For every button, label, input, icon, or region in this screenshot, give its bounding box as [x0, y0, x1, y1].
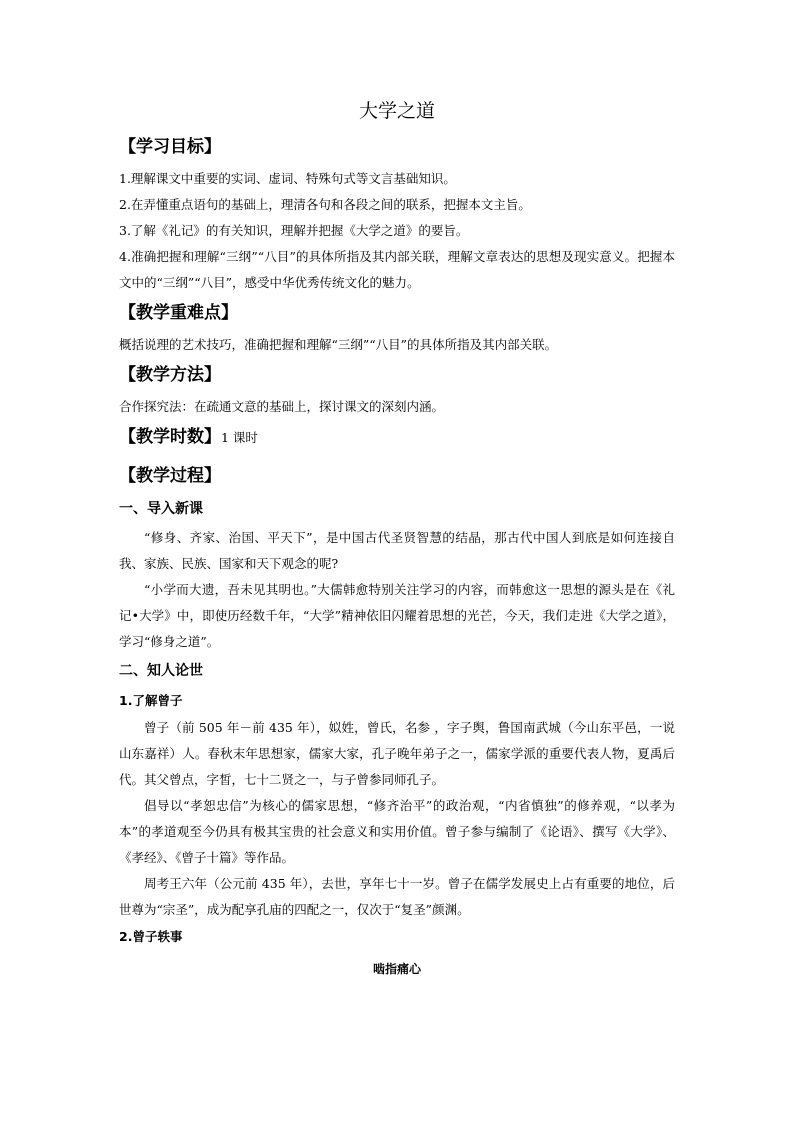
- intro-paragraph-1: “修身、齐家、治国、平天下”，是中国古代圣贤智慧的结晶，那古代中国人到底是如何连接自我、家族、民族、国家和天下观念的呢?: [119, 530, 675, 571]
- hours-heading: [119, 424, 675, 451]
- hours-value: 1 课时: [221, 430, 258, 445]
- objective-item-4: 4.准确把握和理解“三纲”“八目”的具体所指及其内部关联，理解文章表达的思想及现实意义。把握本文中的“三纲”“八目”，感受中华优秀传统文化的魅力。: [119, 249, 675, 290]
- key-points-text: 概括说理的艺术技巧，准确把握和理解“三纲”“八目”的具体所指及其内部关联。: [119, 337, 558, 352]
- objective-item-1: 1.理解课文中重要的实词、虚词、特殊句式等文言基础知识。: [119, 171, 456, 186]
- zengzi-paragraph-3: 周考王六年（公元前 435 年），去世，享年七十一岁。曾子在儒学发展史上占有重要的地位，后世尊为“宗圣”，成为配享孔庙的四配之一，仅次于“复圣”颜渊。: [119, 876, 675, 917]
- zengzi-anecdotes-heading: 2.曾子轶事: [119, 929, 183, 944]
- objectives-heading: 【学习目标】: [119, 137, 221, 157]
- hours-label: 【教学时数】: [119, 427, 221, 447]
- objective-item-3: 3.了解《礼记》的有关知识，理解并把握《大学之道》的要旨。: [119, 223, 469, 238]
- intro-paragraph-2: “小学而大遗，吾未见其明也。”大儒韩愈特别关注学习的内容，而韩愈这一思想的源头是在《礼记•大学》中，即使历经数千年，“大学”精神依旧闪耀着思想的光芒，今天，我们走进《大学之道》，学习“修身之道”。: [119, 582, 675, 649]
- methods-heading: 【教学方法】: [119, 365, 221, 385]
- zengzi-paragraph-1: 曾子（前 505 年－前 435 年），姒姓，曾氏，名参 ，字子舆，鲁国南武城（今山东平邑，一说山东嘉祥）人。春秋末年思想家，儒家大家，孔子晚年弟子之一，儒家学派的重要代表人物，夏禹后代。其父曾点，字皙，七十二贤之一，与子曾参同师孔子。: [119, 720, 675, 787]
- objective-item-2: 2.在弄懂重点语句的基础上，理清各句和各段之间的联系，把握本文主旨。: [119, 197, 531, 212]
- zengzi-intro-heading: 1.了解曾子: [119, 693, 183, 708]
- intro-section-heading: 一、导入新课: [119, 501, 203, 517]
- document-content: [119, 96, 675, 983]
- key-points-heading: 【教学重难点】: [119, 303, 238, 323]
- story-title: 啮指痛心: [372, 962, 421, 976]
- process-heading: 【教学过程】: [119, 466, 221, 486]
- zengzi-paragraph-2: 倡导以“孝恕忠信”为核心的儒家思想，“修齐治平”的政治观，“内省慎独”的修养观，“以孝为本”的孝道观至今仍具有极其宝贵的社会意义和实用价值。曾子参与编制了《论语》、撰写《大学》、《孝经》、《曾子十篇》等作品。: [119, 798, 675, 865]
- methods-text: 合作探究法：在疏通文意的基础上，探讨课文的深刻内涵。: [119, 399, 445, 414]
- background-section-heading: 二、知人论世: [119, 663, 203, 679]
- page-title: 大学之道: [358, 100, 435, 122]
